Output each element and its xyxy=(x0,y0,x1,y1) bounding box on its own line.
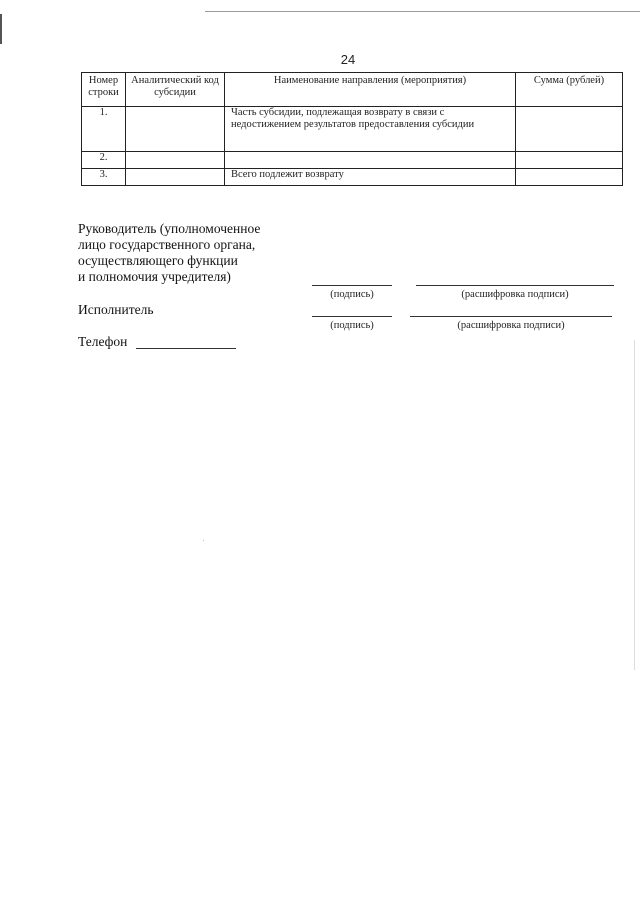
cell-direction-name: Часть субсидии, подлежащая возврату в связи с недостижением результатов предоставления субсидии xyxy=(225,107,516,152)
executor-signature-line xyxy=(312,316,392,317)
cell-direction-name: Всего подлежит возврату xyxy=(225,169,516,186)
header-row-number: Номер строки xyxy=(82,73,126,107)
executor-label: Исполнитель xyxy=(78,302,154,317)
head-label-line: Руководитель (уполномоченное xyxy=(78,221,261,236)
table-header-row xyxy=(82,73,623,107)
head-signature-line xyxy=(312,285,392,286)
executor-signature-caption: (подпись) xyxy=(330,320,374,331)
cell-row-number: 1. xyxy=(82,107,126,152)
cell-analytic-code xyxy=(126,152,225,169)
cell-sum xyxy=(516,107,623,152)
header-analytic-code: Аналитический код субсидии xyxy=(126,73,225,107)
scan-speck xyxy=(203,540,204,541)
page-number: 24 xyxy=(340,52,356,67)
cell-analytic-code xyxy=(126,169,225,186)
refund-table xyxy=(81,72,623,186)
head-decoding-line xyxy=(416,285,614,286)
phone-label: Телефон xyxy=(78,334,128,349)
head-decoding-caption: (расшифровка подписи) xyxy=(461,289,569,300)
executor-decoding-caption: (расшифровка подписи) xyxy=(457,320,565,331)
table-row xyxy=(82,169,623,186)
header-sum: Сумма (рублей) xyxy=(516,73,623,107)
cell-sum xyxy=(516,152,623,169)
header-direction-name: Наименование направления (мероприятия) xyxy=(225,73,516,107)
scan-edge-right xyxy=(634,340,635,670)
scan-edge-left xyxy=(0,14,2,44)
cell-direction-name xyxy=(225,152,516,169)
cell-row-number: 2. xyxy=(82,152,126,169)
cell-row-number: 3. xyxy=(82,169,126,186)
head-label-line: осуществляющего функции xyxy=(78,253,238,268)
head-label-line: лицо государственного органа, xyxy=(78,237,256,252)
head-label-line: и полномочия учредителя) xyxy=(78,269,231,284)
phone-field-line xyxy=(136,348,236,349)
cell-analytic-code xyxy=(126,107,225,152)
table-row xyxy=(82,107,623,152)
head-label xyxy=(78,221,260,285)
cell-sum xyxy=(516,169,623,186)
head-signature-caption: (подпись) xyxy=(330,289,374,300)
table-row xyxy=(82,152,623,169)
executor-decoding-line xyxy=(410,316,612,317)
scan-edge-top xyxy=(205,11,640,12)
